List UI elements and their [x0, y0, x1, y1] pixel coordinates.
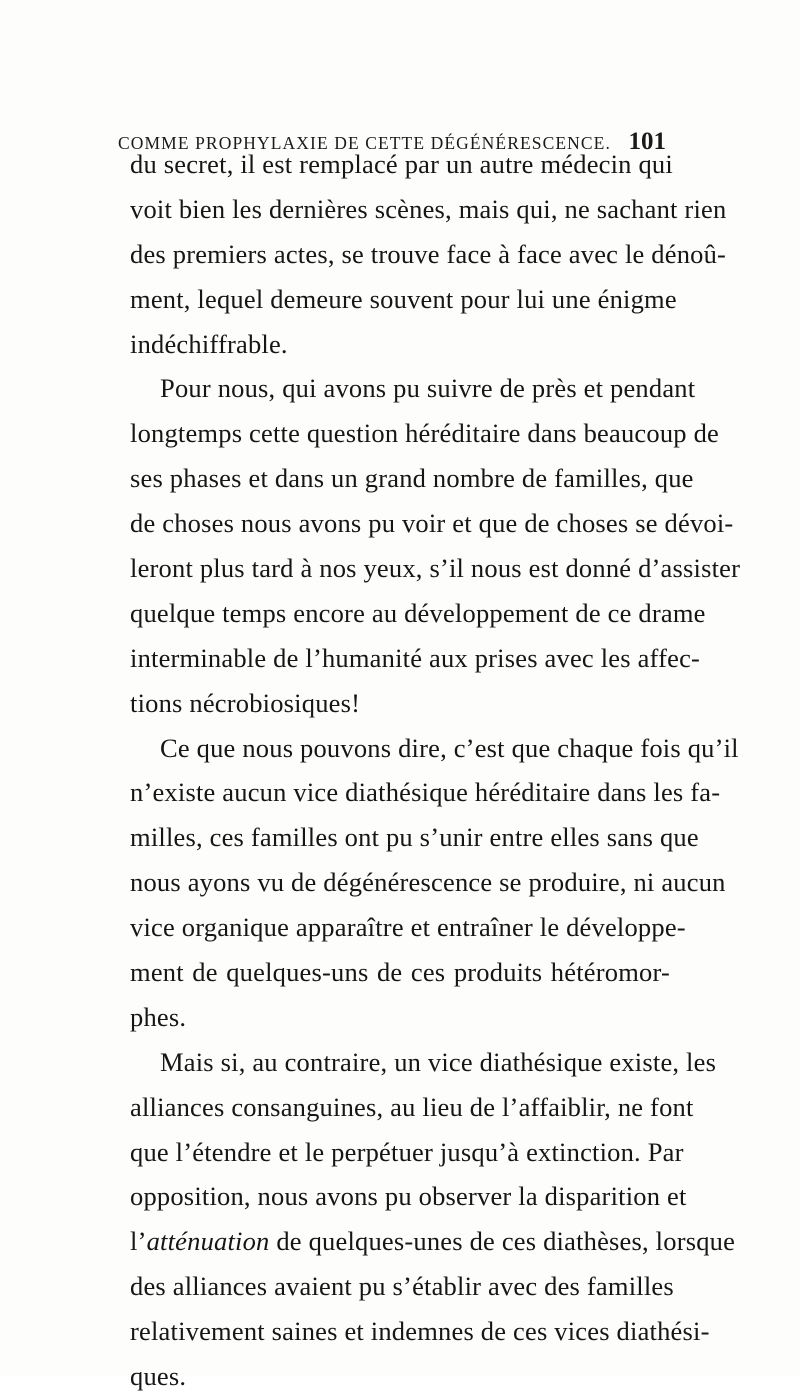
- text-line: opposition, nous avons pu observer la disparition et: [130, 1181, 687, 1212]
- text-line: interminable de l’humanité aux prises avec les affec-: [130, 642, 701, 673]
- text-line: voit bien les dernières scènes, mais qui, ne sachant rien: [130, 193, 727, 224]
- page-number: 101: [628, 128, 666, 155]
- text-line: Ce que nous pouvons dire, c’est que chaque fois qu’il: [160, 732, 739, 763]
- text-line: Pour nous, qui avons pu suivre de près et pendant: [160, 373, 696, 404]
- line-suffix: de quelques-unes de ces diathèses, lorsque: [269, 1226, 736, 1257]
- text-line: milles, ces familles ont pu s’unir entre elles sans que: [130, 822, 699, 853]
- text-line: des premiers actes, se trouve face à face avec le dénoû-: [130, 238, 727, 269]
- text-line: du secret, il est remplacé par un autre médecin qui: [130, 149, 673, 179]
- text-line: phes.: [130, 1001, 187, 1032]
- text-line: ses phases et dans un grand nombre de familles, que: [130, 463, 694, 494]
- running-title: COMME PROPHYLAXIE DE CETTE DÉGÉNÉRESCENCE.: [118, 133, 611, 153]
- text-line: vice organique apparaître et entraîner le développe-: [130, 912, 686, 943]
- text-line: de choses nous avons pu voir et que de choses se dévoi-: [130, 508, 734, 539]
- italic-term: atténuation: [146, 1226, 270, 1257]
- text-line: Mais si, au contraire, un vice diathésique existe, les: [160, 1046, 717, 1077]
- text-line: n’existe aucun vice diathésique héréditaire dans les fa-: [130, 777, 721, 808]
- text-line: alliances consanguines, au lieu de l’affaiblir, ne font: [130, 1091, 694, 1122]
- text-line: ques.: [130, 1361, 187, 1392]
- text-line: ment de quelques-uns de ces produits hétéromor-: [130, 957, 670, 988]
- text-line: relativement saines et indemnes de ces vices diathési-: [130, 1316, 710, 1347]
- body-text: [130, 142, 741, 1399]
- text-line: ment, lequel demeure souvent pour lui une énigme: [130, 283, 677, 314]
- text-line: leront plus tard à nos yeux, s’il nous est donné d’assister: [130, 553, 741, 584]
- text-line: tions nécrobiosiques!: [130, 687, 361, 718]
- text-line: nous ayons vu de dégénérescence se produire, ni aucun: [130, 867, 726, 898]
- text-line: des alliances avaient pu s’établir avec des familles: [130, 1271, 674, 1302]
- text-line: indéchiffrable.: [130, 328, 288, 359]
- text-line: que l’étendre et le perpétuer jusqu’à extinction. Par: [130, 1136, 684, 1167]
- text-line: longtemps cette question héréditaire dans beaucoup de: [130, 418, 719, 449]
- text-line: quelque temps encore au développement de ce drame: [130, 597, 706, 628]
- line-prefix: l’: [130, 1226, 147, 1257]
- text-line: [130, 1219, 736, 1264]
